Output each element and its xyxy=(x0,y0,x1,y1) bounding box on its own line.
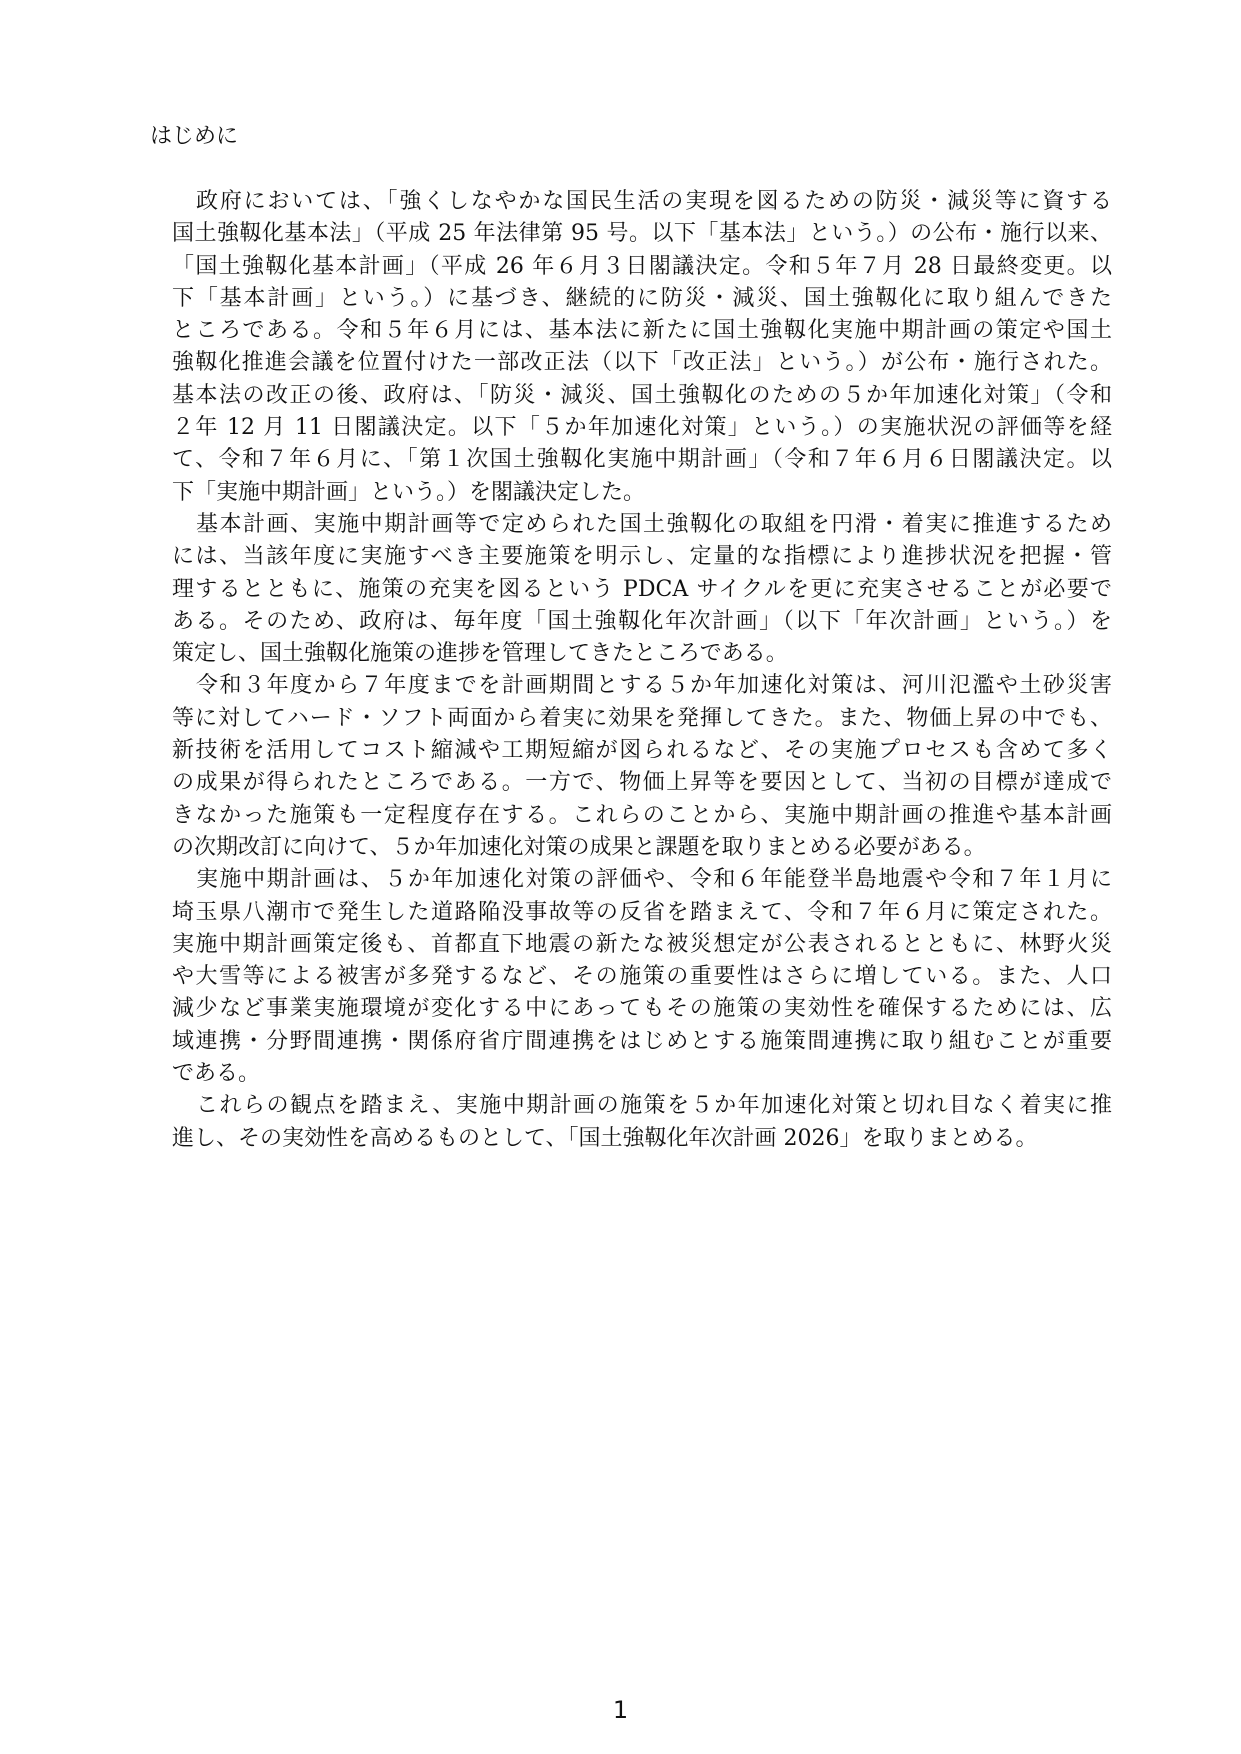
paragraph-line: 下「基本計画」という。）に基づき、継続的に防災・減災、国土強靱化に取り組んできた xyxy=(172,285,1112,311)
paragraph-line: 基本計画、実施中期計画等で定められた国土強靱化の取組を円滑・着実に推進するため xyxy=(196,511,1112,537)
paragraph-line: 強靱化推進会議を位置付けた一部改正法（以下「改正法」という。）が公布・施行された。 xyxy=(172,350,1112,376)
paragraph-line: 令和３年度から７年度までを計画期間とする５か年加速化対策は、河川氾濫や土砂災害 xyxy=(196,673,1112,699)
paragraph-line: 基本法の改正の後、政府は、「防災・減災、国土強靱化のための５か年加速化対策」（令和 xyxy=(172,382,1112,408)
paragraph-line: 実施中期計画策定後も、首都直下地震の新たな被災想定が公表されるとともに、林野火災 xyxy=(172,931,1112,957)
body-text xyxy=(172,186,1112,1155)
paragraph-line: きなかった施策も一定程度存在する。これらのことから、実施中期計画の推進や基本計画 xyxy=(172,802,1112,828)
paragraph-line: 「国土強靱化基本計画」（平成 26 年６月３日閣議決定。令和５年７月 28 日最終変更。以 xyxy=(172,253,1112,279)
paragraph xyxy=(172,1090,1112,1155)
paragraph-line: の成果が得られたところである。一方で、物価上昇等を要因として、当初の目標が達成で xyxy=(172,770,1112,796)
paragraph xyxy=(172,864,1112,1090)
paragraph-line: 新技術を活用してコスト縮減や工期短縮が図られるなど、その実施プロセスも含めて多く xyxy=(172,738,1112,764)
section-heading: はじめに xyxy=(150,124,239,149)
paragraph-line: ところである。令和５年６月には、基本法に新たに国土強靱化実施中期計画の策定や国土 xyxy=(172,318,1112,344)
paragraph xyxy=(172,509,1112,670)
paragraph-line: ２年 12 月 11 日閣議決定。以下「５か年加速化対策」という。）の実施状況の評価等を経 xyxy=(172,415,1112,441)
paragraph-line: 政府においては、「強くしなやかな国民生活の実現を図るための防災・減災等に資する xyxy=(196,189,1112,214)
paragraph-line: や大雪等による被害が多発するなど、その施策の重要性はさらに増している。また、人口 xyxy=(172,964,1112,990)
paragraph-line: 理するとともに、施策の充実を図るという PDCA サイクルを更に充実させることが必要で xyxy=(172,576,1112,602)
paragraph xyxy=(172,186,1112,509)
paragraph-line: である。 xyxy=(172,1061,261,1087)
paragraph-line: 実施中期計画は、５か年加速化対策の評価や、令和６年能登半島地震や令和７年１月に xyxy=(196,867,1112,893)
page-number: 1 xyxy=(612,1696,629,1724)
paragraph-line: の次期改訂に向けて、５か年加速化対策の成果と課題を取りまとめる必要がある。 xyxy=(172,834,986,860)
paragraph-line: ある。そのため、政府は、毎年度「国土強靱化年次計画」（以下「年次計画」という。）を xyxy=(172,608,1112,634)
paragraph-line: には、当該年度に実施すべき主要施策を明示し、定量的な指標により進捗状況を把握・管 xyxy=(172,544,1112,570)
paragraph-line: て、令和７年６月に、「第１次国土強靱化実施中期計画」（令和７年６月６日閣議決定。以 xyxy=(172,447,1112,473)
paragraph-line: 国土強靱化基本法」（平成 25 年法律第 95 号。以下「基本法」という。）の公布・施行以来、 xyxy=(172,221,1112,247)
paragraph-line: 進し、その実効性を高めるものとして、「国土強靱化年次計画 2026」を取りまとめる。 xyxy=(172,1125,1038,1151)
paragraph-line: 等に対してハード・ソフト両面から着実に効果を発揮してきた。また、物価上昇の中でも、 xyxy=(172,705,1112,731)
paragraph-line: 域連携・分野間連携・関係府省庁間連携をはじめとする施策間連携に取り組むことが重要 xyxy=(172,1028,1112,1054)
paragraph-line: 埼玉県八潮市で発生した道路陥没事故等の反省を踏まえて、令和７年６月に策定された。 xyxy=(172,899,1112,925)
paragraph-line: 策定し、国土強靱化施策の進捗を管理してきたところである。 xyxy=(172,641,788,667)
paragraph-line: これらの観点を踏まえ、実施中期計画の施策を５か年加速化対策と切れ目なく着実に推 xyxy=(196,1093,1112,1119)
paragraph-line: 下「実施中期計画」という。）を閣議決定した。 xyxy=(172,479,646,505)
paragraph xyxy=(172,670,1112,864)
paragraph-line: 減少など事業実施環境が変化する中にあってもその施策の実効性を確保するためには、広 xyxy=(172,996,1112,1022)
